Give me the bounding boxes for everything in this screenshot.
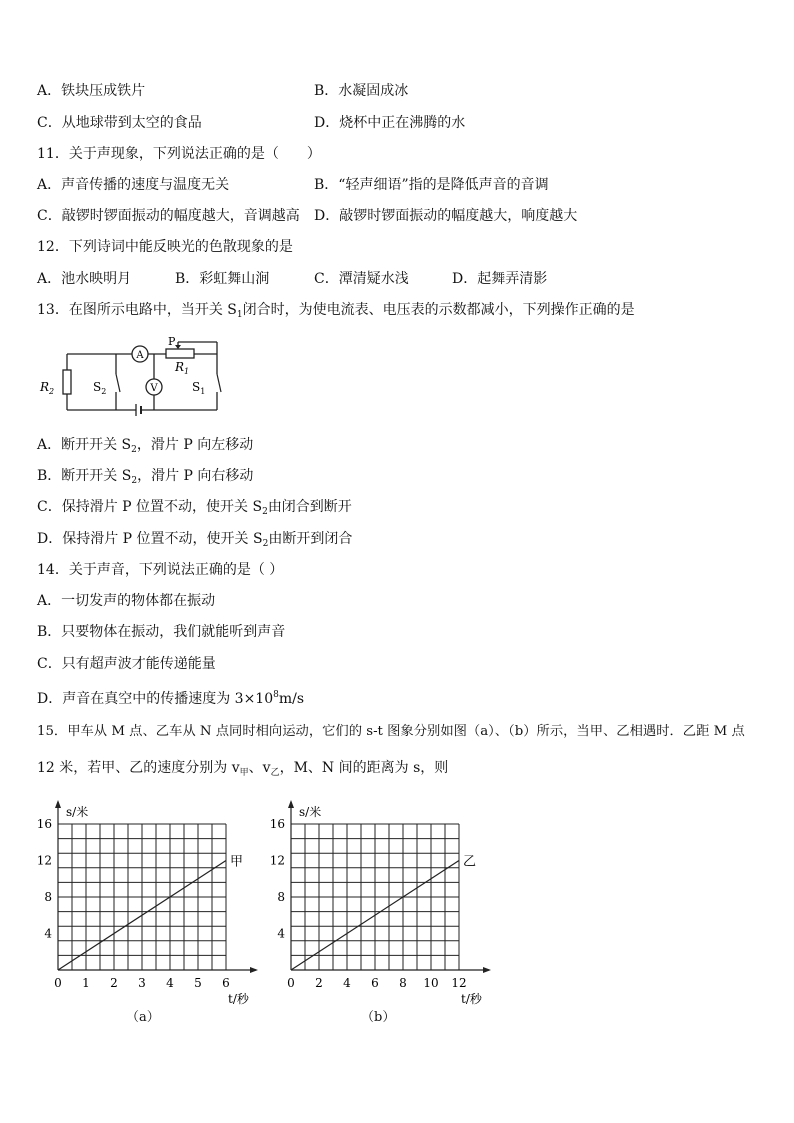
chart-b-y-tick: 8 xyxy=(277,890,285,904)
chart-a-y-tick: 16 xyxy=(36,817,52,831)
chart-a-y-tick: 12 xyxy=(36,853,52,868)
chart-b-x-tick: 8 xyxy=(399,976,407,990)
chart-a-x-label: t/秒 xyxy=(228,992,249,1005)
circuit-diagram xyxy=(38,334,224,424)
q11-option-b: B．“轻声细语”指的是降低声音的音调 xyxy=(314,177,549,193)
q10-option-b: B．水凝固成冰 xyxy=(314,83,409,99)
q12-option-d: D．起舞弄清影 xyxy=(452,271,548,287)
q15-stem-line1: 15．甲车从 M 点、乙车从 N 点同时相向运动，它们的 s-t 图象分别如图（a）、（b）所示，当甲、乙相遇时．乙距 M 点 xyxy=(37,724,745,739)
chart-b xyxy=(263,790,503,1005)
chart-a-y-tick: 4 xyxy=(44,926,52,941)
chart-b-x-tick: 4 xyxy=(343,976,351,990)
chart-b-y-tick: 12 xyxy=(269,853,285,868)
q12-option-b: B．彩虹舞山涧 xyxy=(175,271,270,287)
q13-option-b: B．断开开关 $S_2$，滑片 P 向右移动 xyxy=(37,468,254,486)
q10-option-d: D．烧杯中正在沸腾的水 xyxy=(314,115,466,131)
switch-s1 xyxy=(217,374,221,392)
q12-stem: 12．下列诗词中能反映光的色散现象的是 xyxy=(37,239,293,255)
chart-b-x-tick: 2 xyxy=(315,976,323,990)
q11-stem: 11．关于声现象，下列说法正确的是（ ） xyxy=(37,146,321,162)
q13-option-c: C．保持滑片 P 位置不动，使开关 $S_2$由闭合到断开 xyxy=(37,499,352,517)
resistor-r2 xyxy=(63,370,71,394)
r1-label: $R_1$ xyxy=(175,360,190,376)
chart-b-y-arrow-icon xyxy=(288,800,294,808)
chart-b-x-tick: 6 xyxy=(371,976,379,990)
chart-a-x-tick: 5 xyxy=(194,976,202,990)
switch-s2 xyxy=(116,374,120,392)
slider-p-label: P xyxy=(168,335,176,348)
q12-option-c: C．潭清疑水浅 xyxy=(314,271,409,287)
chart-a-y-tick: 8 xyxy=(44,890,52,904)
chart-a-x-tick: 1 xyxy=(82,976,90,990)
chart-a-series-label: 甲 xyxy=(230,854,244,870)
chart-a-x-tick: 3 xyxy=(138,976,146,990)
q14-option-d: D．声音在真空中的传播速度为 $3\times 10^8m/s$ xyxy=(37,690,305,707)
chart-b-y-tick: 16 xyxy=(269,817,285,831)
chart-b-series-label: 乙 xyxy=(463,854,477,870)
q15-stem-line2: 12 米，若甲、乙的速度分别为 $v_甲$、$v_乙$，M、N 间的距离为 s，则 xyxy=(37,760,449,778)
q11-option-c: C．敲锣时锣面振动的幅度越大，音调越高 xyxy=(37,208,300,224)
chart-b-x-tick: 0 xyxy=(287,976,295,990)
ammeter-label: A xyxy=(136,350,144,361)
resistor-r1 xyxy=(166,349,194,358)
chart-a-y-arrow-icon xyxy=(55,800,61,808)
q12-option-a: A．池水映明月 xyxy=(37,271,132,287)
chart-a xyxy=(30,790,270,1005)
s2-label: $S_2$ xyxy=(93,380,107,396)
q10-option-a: A．铁块压成铁片 xyxy=(37,83,146,99)
chart-b-x-tick: 12 xyxy=(451,976,467,990)
q11-option-a: A．声音传播的速度与温度无关 xyxy=(37,177,230,193)
q13-option-d: D．保持滑片 P 位置不动，使开关 $S_2$由断开到闭合 xyxy=(37,531,353,549)
s1-label: $S_1$ xyxy=(192,380,206,396)
chart-a-caption: （a） xyxy=(126,1010,160,1025)
voltmeter-label: V xyxy=(150,383,158,394)
chart-a-x-arrow-icon xyxy=(250,967,258,973)
chart-a-x-tick: 4 xyxy=(166,976,174,990)
q14-option-a: A．一切发声的物体都在振动 xyxy=(37,593,216,609)
chart-a-y-label: s/米 xyxy=(66,805,89,819)
chart-b-x-arrow-icon xyxy=(483,967,491,973)
chart-b-x-tick: 10 xyxy=(423,976,439,990)
q14-stem: 14．关于声音，下列说法正确的是（ ） xyxy=(37,562,284,578)
chart-a-x-tick: 2 xyxy=(110,976,118,990)
q14-option-b: B．只要物体在振动，我们就能听到声音 xyxy=(37,624,286,640)
chart-a-x-tick: 0 xyxy=(54,976,62,990)
chart-b-caption: （b） xyxy=(361,1010,396,1025)
chart-a-x-tick: 6 xyxy=(222,976,230,990)
q10-option-c: C．从地球带到太空的食品 xyxy=(37,115,202,131)
q11-option-d: D．敲锣时锣面振动的幅度越大，响度越大 xyxy=(314,208,578,224)
chart-b-y-tick: 4 xyxy=(277,926,285,941)
q13-stem: 13．在图所示电路中，当开关 $S_1$闭合时，为使电流表、电压表的示数都减小，下列操作正确的是 xyxy=(37,302,635,320)
chart-b-y-label: s/米 xyxy=(299,805,322,819)
chart-b-x-label: t/秒 xyxy=(461,992,482,1005)
q14-option-c: C．只有超声波才能传递能量 xyxy=(37,656,216,672)
r2-label: $R_2$ xyxy=(40,380,55,396)
q13-option-a: A．断开开关 $S_2$，滑片 P 向左移动 xyxy=(37,437,254,455)
